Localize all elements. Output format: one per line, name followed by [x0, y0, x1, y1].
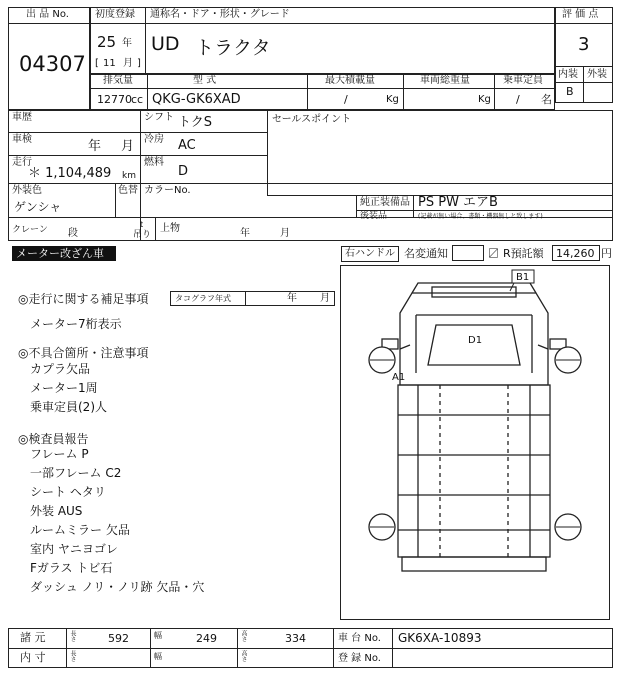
mileage-label: 走行: [12, 157, 32, 168]
section2-line-1: カプラ欠品: [30, 362, 91, 376]
fuel-value: D: [178, 164, 189, 179]
upper-year: 年: [240, 228, 250, 239]
section1-title: ◎走行に関する補足事項: [18, 292, 149, 306]
dims-label: 諸 元: [20, 631, 46, 644]
length2-label: 長さ: [69, 650, 76, 662]
maker-name: UD: [151, 33, 180, 55]
color-label: 外装色: [12, 185, 42, 196]
recycle-label: R預託額: [503, 247, 544, 260]
eval-label: 評 価 点: [562, 9, 599, 20]
mileage-value: ＊ 1,104,489: [28, 166, 112, 181]
tacho-label: タコグラフ年式: [175, 294, 231, 303]
height-label: 高さ: [240, 630, 247, 642]
section3-line-2: 一部フレーム C2: [30, 466, 122, 480]
section1-line-1: メーター7桁表示: [30, 317, 122, 331]
aftermarket-note: (記載が無い場合、書類・機器無しと致します): [418, 213, 543, 220]
sales-point-label: セールスポイント: [272, 114, 352, 125]
capacity-label: 乗車定員: [503, 75, 543, 86]
crane-label: クレーン: [12, 225, 48, 235]
truck-diagram: [340, 265, 610, 620]
chassis-label: 車 台 No.: [338, 633, 381, 644]
max-load-label: 最大積載量: [325, 75, 375, 86]
recycle-value: 14,260: [556, 247, 595, 260]
lot-label: 出 品 No.: [26, 9, 69, 20]
displacement-value: 12770: [97, 93, 132, 106]
section2-line-3: 乗車定員(2)人: [30, 400, 107, 414]
aftermarket-label: 後装品: [360, 211, 388, 221]
section3-line-7: Fガラス トビ石: [30, 561, 113, 575]
right-handle-text: 右ハンドル: [345, 248, 395, 259]
inspection-year: 年: [88, 139, 102, 154]
capacity-unit: 名: [541, 93, 552, 106]
model-type-label: 型 式: [193, 75, 217, 86]
name-change-box: [452, 245, 484, 261]
tacho-year: 年: [287, 293, 297, 304]
std-equip-label: 純正装備品: [360, 197, 410, 208]
inspection-label: 車検: [12, 134, 32, 145]
std-equip-value: PS PW エアB: [418, 195, 498, 210]
shift-label: シフト: [144, 112, 174, 123]
ac-value: AC: [178, 138, 196, 153]
tacho-month: 月: [320, 293, 330, 304]
interior-score: B: [566, 85, 574, 98]
recycle-unit: 円: [601, 247, 612, 260]
section3-line-6: 室内 ヤニヨゴレ: [30, 542, 118, 556]
section2-line-2: メーター1周: [30, 381, 98, 395]
max-load-slash: /: [344, 93, 348, 106]
recycle-check: 〼: [488, 247, 499, 260]
section3-line-8: ダッシュ ノリ・ノリ跡 欠品・穴: [30, 580, 205, 594]
lot-number: 04307: [19, 52, 86, 76]
upper-month: 月: [280, 228, 290, 239]
name-change-label: 名変通知: [404, 247, 448, 260]
inspection-month: 月: [121, 139, 135, 154]
fuel-label: 燃料: [144, 157, 164, 168]
first-reg-label: 初度登録: [95, 9, 135, 20]
section3-line-4: 外装 AUS: [30, 504, 83, 518]
shift-value: トクS: [178, 115, 212, 130]
length-label: 長さ: [69, 630, 76, 642]
right-handle-box: [341, 246, 399, 262]
upper-label: 上物: [160, 223, 180, 234]
eval-score: 3: [578, 34, 590, 55]
width-value: 249: [196, 632, 217, 645]
displacement-label: 排気量: [103, 75, 133, 86]
eval-box: [555, 7, 613, 103]
color-code-label: カラーNo.: [144, 185, 191, 196]
width-label: 幅: [154, 631, 162, 640]
reg-month: 11: [103, 58, 116, 69]
gross-weight-label: 車両総重量: [420, 75, 470, 86]
kg-unit-2: Kg: [478, 94, 491, 105]
chassis-number: GK6XA-10893: [398, 631, 482, 645]
reg-year: 25: [97, 33, 117, 51]
windshield: [432, 287, 516, 297]
height2-label: 高さ: [240, 650, 247, 662]
reg-month-unit: 月: [123, 58, 133, 69]
section3-line-5: ルームミラー 欠品: [30, 523, 130, 537]
length-value: 592: [108, 632, 129, 645]
model-code: QKG-GK6XAD: [152, 92, 241, 107]
model-grade-label: 通称名・ドア・形状・グレード: [150, 9, 290, 20]
reg-no-label: 登 録 No.: [338, 653, 381, 664]
capacity-slash: /: [516, 93, 520, 106]
exterior-label: 外装: [587, 69, 607, 80]
height-value: 334: [285, 632, 306, 645]
ac-label: 冷房: [144, 134, 164, 145]
section3-line-3: シート ヘタリ: [30, 485, 106, 499]
displacement-unit: cc: [131, 93, 144, 106]
mileage-unit: km: [122, 171, 136, 181]
mark-d1: D1: [468, 335, 483, 346]
color-no-label: 色替: [118, 185, 138, 196]
crane-t: t: [140, 220, 144, 229]
chassis-outline: [398, 385, 550, 557]
mark-b1: B1: [516, 272, 530, 283]
tamper-banner-text: メーター改ざん車: [16, 247, 104, 260]
color-value: ゲンシャ: [14, 200, 62, 214]
section3-line-1: フレーム P: [30, 447, 89, 461]
dims2-label: 内 寸: [20, 651, 46, 664]
section3-title: ◎検査員報告: [18, 432, 89, 446]
crane-step: 段: [68, 228, 78, 239]
interior-label: 内装: [558, 69, 578, 80]
crane-hanging: 吊り: [133, 230, 152, 240]
kg-unit-1: Kg: [386, 94, 399, 105]
reg-year-unit: 年: [122, 38, 132, 49]
width2-label: 幅: [154, 652, 162, 661]
tamper-banner: [12, 246, 116, 261]
mark-a1: A1: [392, 372, 406, 383]
history-label: 車歴: [12, 112, 32, 123]
section2-title: ◎不具合箇所・注意事項: [18, 346, 149, 360]
model-name: トラクタ: [195, 37, 271, 59]
